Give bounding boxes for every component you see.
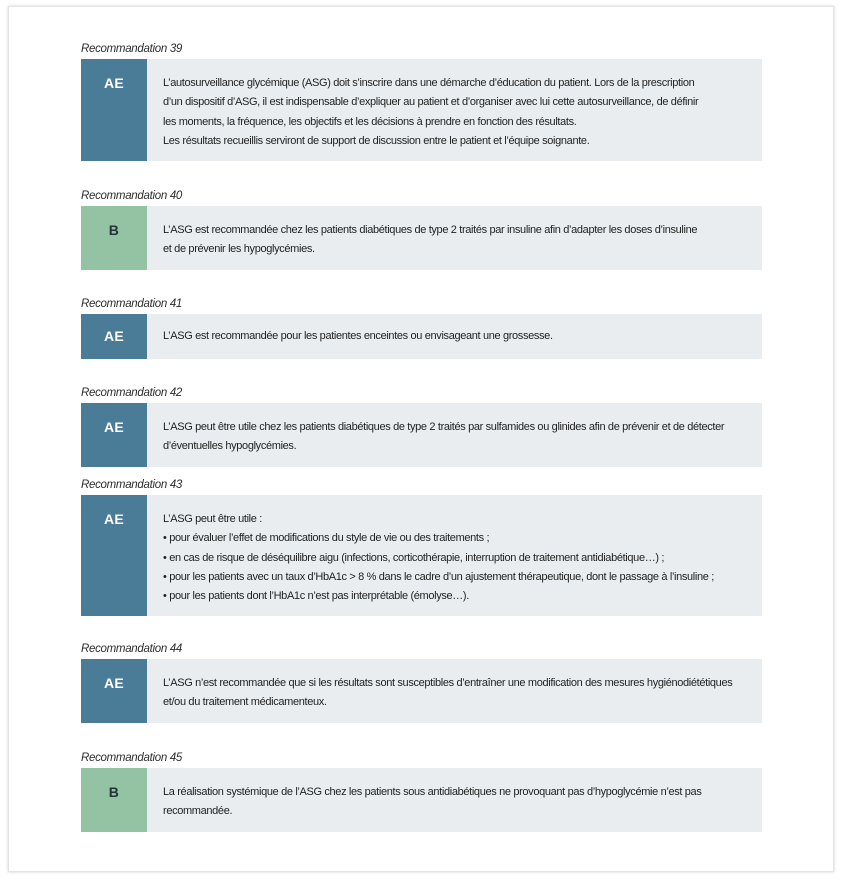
recommendation-text [147,314,762,359]
recommendation-title: Recommandation 44 [81,643,183,655]
text-line: et de prévenir les hypoglycémies. [163,243,315,256]
recommendation-box [81,768,762,832]
recommendation-title: Recommandation 40 [81,190,183,202]
recommendation-text [147,495,762,616]
recommendation-45 [81,751,762,832]
grade-badge: B [81,206,147,270]
grade-badge: B [81,768,147,832]
recommendation-text [147,403,762,467]
bullet-item: • pour les patients avec un taux d’HbA1c > 8 % dans le cadre d’un ajustement thérapeutique, dont le passage à l’insuline ; [163,570,714,583]
recommendation-39 [81,42,762,161]
text-line: recommandée. [163,805,233,818]
recommendation-40 [81,189,762,270]
recommendation-text [147,768,762,832]
text-line: L’ASG peut être utile chez les patients diabétiques de type 2 traités par sulfamides ou glinides afin de prévenir et de détecter [163,421,725,433]
recommendation-42 [81,386,762,467]
text-line: L’ASG peut être utile : [163,513,262,525]
recommendation-title: Recommandation 43 [81,479,183,491]
text-line: L’ASG est recommandée pour les patientes enceintes ou envisageant une grossesse. [163,330,553,342]
recommendation-44 [81,642,762,723]
text-line: d’éventuelles hypoglycémies. [163,440,297,453]
bullet-item: • en cas de risque de déséquilibre aigu (infections, corticothérapie, interruption de traitement antidiabétique…) ; [163,551,665,564]
recommendation-text [147,206,762,270]
recommendation-box [81,314,762,359]
recommendation-box [81,206,762,270]
recommendation-title: Recommandation 41 [81,298,183,310]
bullet-item: • pour évaluer l’effet de modifications du style de vie ou des traitements ; [163,532,490,545]
recommendation-41 [81,297,762,359]
grade-badge: AE [81,59,147,161]
grade-badge: AE [81,495,147,616]
text-line: L’ASG n’est recommandée que si les résultats sont susceptibles d’entraîner une modification des mesures hygiénodiététiques [163,677,733,689]
recommendation-title: Recommandation 39 [81,43,183,55]
grade-badge: AE [81,659,147,723]
text-line: et/ou du traitement médicamenteux. [163,696,327,709]
text-line: Les résultats recueillis serviront de support de discussion entre le patient et l’équipe soignante. [163,134,590,147]
text-line: d’un dispositif d’ASG, il est indispensable d’expliquer au patient et d’organiser avec lui cette autosurveillance, de définir [163,96,699,109]
recommendation-title: Recommandation 45 [81,752,183,764]
recommendation-box [81,403,762,467]
text-line: L’ASG est recommandée chez les patients diabétiques de type 2 traités par insuline afin d’adapter les doses d’insuline [163,224,698,236]
text-line: les moments, la fréquence, les objectifs et les décisions à prendre en fonction des résultats. [163,115,577,128]
bullet-item: • pour les patients dont l’HbA1c n’est pas interprétable (émolyse…). [163,590,469,603]
grade-badge: AE [81,403,147,467]
text-line: La réalisation systémique de l’ASG chez les patients sous antidiabétiques ne provoquant pas d’hypoglycémie n’est pas [163,786,702,798]
text-line: L’autosurveillance glycémique (ASG) doit s’inscrire dans une démarche d’éducation du patient. Lors de la prescription [163,77,695,89]
grade-badge: AE [81,314,147,359]
recommendation-title: Recommandation 42 [81,387,183,399]
recommendation-box [81,59,762,161]
recommendation-text [147,659,762,723]
recommendation-box [81,495,762,616]
recommendation-43 [81,478,762,616]
recommendation-box [81,659,762,723]
recommendation-text [147,59,762,161]
